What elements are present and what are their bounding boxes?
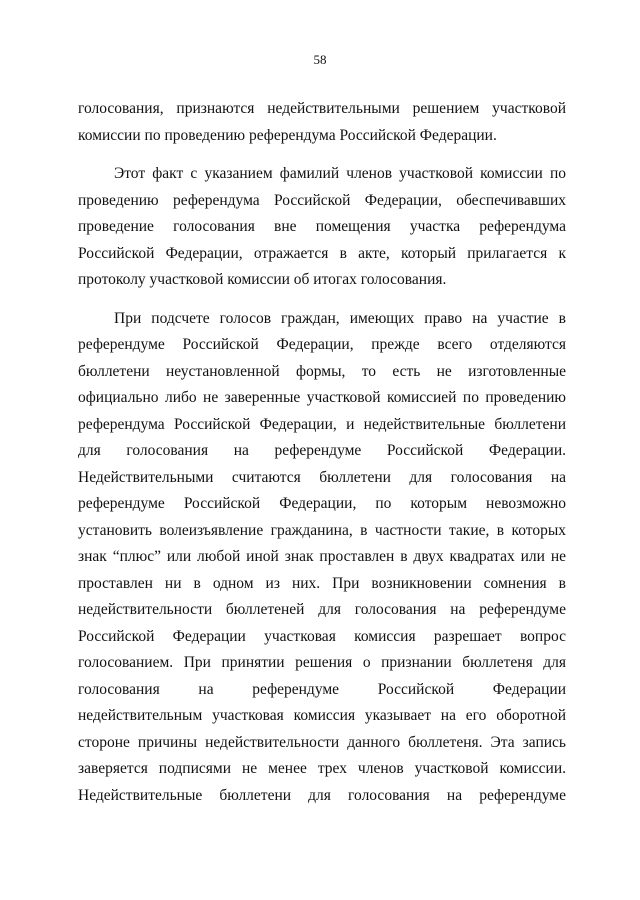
text-line: Российской Федерации, отражается в акте, который прилагается к [78,244,566,262]
text-line: голосования на референдуме Российской Федерации [78,680,566,698]
page-number: 58 [313,52,327,67]
text-line: голосования, признаются недействительными решением участковой [78,100,566,117]
text-line: недействительным участковая комиссия указывает на его оборотной [78,707,566,724]
text-line: бюллетени неустановленной формы, то есть не изготовленные [78,362,566,380]
paragraph [78,161,566,294]
text-line: голосованием. При принятии решения о признании бюллетеня для [78,654,566,671]
text-line: Российской Федерации участковая комиссия разрешает вопрос [78,627,566,645]
paragraph [78,306,566,810]
paragraph [78,96,566,149]
text-line: стороне причины недействительности данного бюллетеня. Эта запись [78,733,566,751]
text-line: установить волеизъявление гражданина, в частности такие, в которых [78,521,566,539]
text-line: официально либо не заверенные участковой комиссией по проведению [78,389,566,406]
text-line: заверяется подписями не менее трех членов участковой комиссии. [78,760,566,777]
text-line: протоколу участковой комиссии об итогах голосования. [78,271,447,288]
text-line: проведение голосования вне помещения участка референдума [78,218,566,235]
text-line: для голосования на референдуме Российской Федерации. [78,442,566,459]
text-line: референдуме Российской Федерации, прежде всего отделяются [78,336,566,353]
text-line: референдуме Российской Федерации, по которым невозможно [78,495,566,512]
text-line: референдума Российской Федерации, и недействительные бюллетени [78,415,566,433]
text-line: знак “плюс” или любой иной знак проставлен в двух квадратах или не [78,548,566,565]
text-line: Недействительные бюллетени для голосования на референдуме [78,786,566,804]
text-line: Недействительными считаются бюллетени для голосования на [78,468,566,486]
text-line: комиссии по проведению референдума Российской Федерации. [78,126,497,144]
body-text [78,96,566,821]
text-line: проставлен ни в одном из них. При возникновении сомнения в [78,574,566,592]
text-line: недействительности бюллетеней для голосования на референдуме [78,601,566,618]
text-line: При подсчете голосов граждан, имеющих право на участие в [114,309,566,327]
text-line: проведению референдума Российской Федерации, обеспечивавших [78,191,566,209]
text-line: Этот факт с указанием фамилий членов участковой комиссии по [114,165,566,182]
